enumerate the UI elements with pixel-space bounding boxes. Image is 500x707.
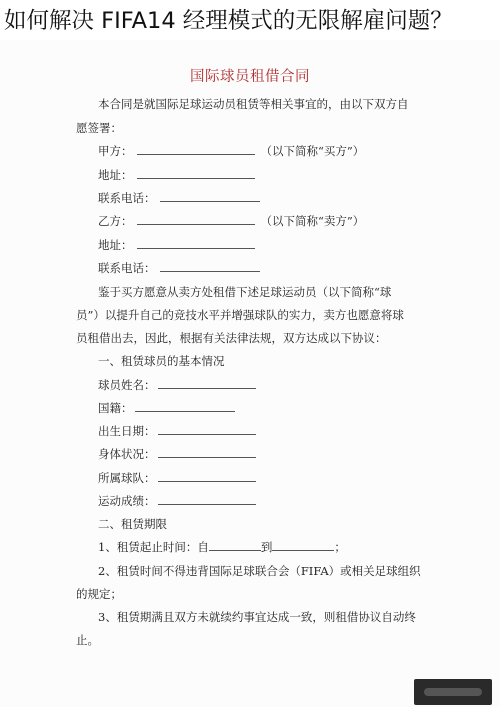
nationality-row	[98, 400, 235, 416]
health-blank	[158, 447, 256, 458]
term-1-start-blank	[209, 540, 261, 551]
term-1-end-blank	[272, 540, 334, 551]
nationality-blank	[135, 401, 235, 412]
health-label: 身体状况：	[98, 447, 156, 461]
phone-row-2	[98, 260, 260, 276]
player-name-label: 球员姓名：	[98, 378, 156, 392]
page-heading: 如何解决 FIFA14 经理模式的无限解雇问题？	[4, 8, 453, 34]
address-row	[98, 167, 255, 183]
party-b-blank	[137, 214, 255, 225]
party-a-note: （以下简称“买方”）	[260, 144, 365, 158]
party-b-row	[98, 213, 364, 229]
paragraph-line-3: 员租借出去，因此，根据有关法律法规，双方达成以下协议：	[76, 331, 387, 345]
record-blank	[158, 494, 256, 505]
record-label: 运动成绩：	[98, 494, 156, 508]
party-a-row	[98, 143, 364, 159]
address-row-2	[98, 237, 255, 253]
party-b-label: 乙方：	[98, 214, 133, 228]
term-1-row	[98, 539, 346, 555]
birth-date-row	[98, 423, 256, 439]
phone-label-2: 联系电话：	[98, 261, 156, 275]
address-blank	[137, 168, 255, 179]
section-2-heading: 二、租赁期限	[98, 517, 167, 531]
party-b-note: （以下简称“卖方”）	[260, 214, 365, 228]
term-3-line-2: 止。	[76, 633, 99, 647]
section-1-heading: 一、租赁球员的基本情况	[98, 354, 225, 368]
phone-row	[98, 190, 260, 206]
team-label: 所属球队：	[98, 471, 156, 485]
team-blank	[158, 471, 256, 482]
party-a-label: 甲方：	[98, 144, 133, 158]
phone-label: 联系电话：	[98, 191, 156, 205]
term-1-start: 1、租赁起止时间：自	[98, 540, 209, 554]
player-name-blank	[158, 378, 256, 389]
watermark-logo	[414, 679, 492, 705]
record-row	[98, 493, 256, 509]
intro-line-2: 愿签署：	[76, 121, 122, 135]
term-2-line-1: 2、租赁时间不得违背国际足球联合会（FIFA）或相关足球组织	[98, 564, 421, 578]
birth-date-label: 出生日期：	[98, 424, 156, 438]
contract-document	[0, 40, 500, 707]
term-1-end: ；	[334, 540, 346, 554]
party-a-blank	[137, 144, 255, 155]
contract-title: 国际球员租借合同	[190, 69, 310, 85]
birth-date-blank	[158, 424, 256, 435]
term-3-line-1: 3、租赁期满且双方未就续约事宜达成一致，则租借协议自动终	[98, 610, 416, 624]
paragraph-line-2: 员”）以提升自己的竞技水平并增强球队的实力，卖方也愿意将球	[76, 308, 404, 322]
phone-blank-2	[160, 261, 260, 272]
term-2-line-2: 的规定；	[76, 587, 122, 601]
intro-line-1: 本合同是就国际足球运动员租赁等相关事宜的，由以下双方自	[98, 97, 409, 111]
address-label: 地址：	[98, 168, 133, 182]
team-row	[98, 470, 256, 486]
paragraph-line-1: 鉴于买方愿意从卖方处租借下述足球运动员（以下简称“球	[98, 285, 392, 299]
health-row	[98, 446, 256, 462]
address-label-2: 地址：	[98, 238, 133, 252]
phone-blank	[160, 191, 260, 202]
term-1-to: 到	[260, 540, 273, 554]
address-blank-2	[137, 238, 255, 249]
nationality-label: 国籍：	[98, 401, 133, 415]
player-name-row	[98, 377, 256, 393]
